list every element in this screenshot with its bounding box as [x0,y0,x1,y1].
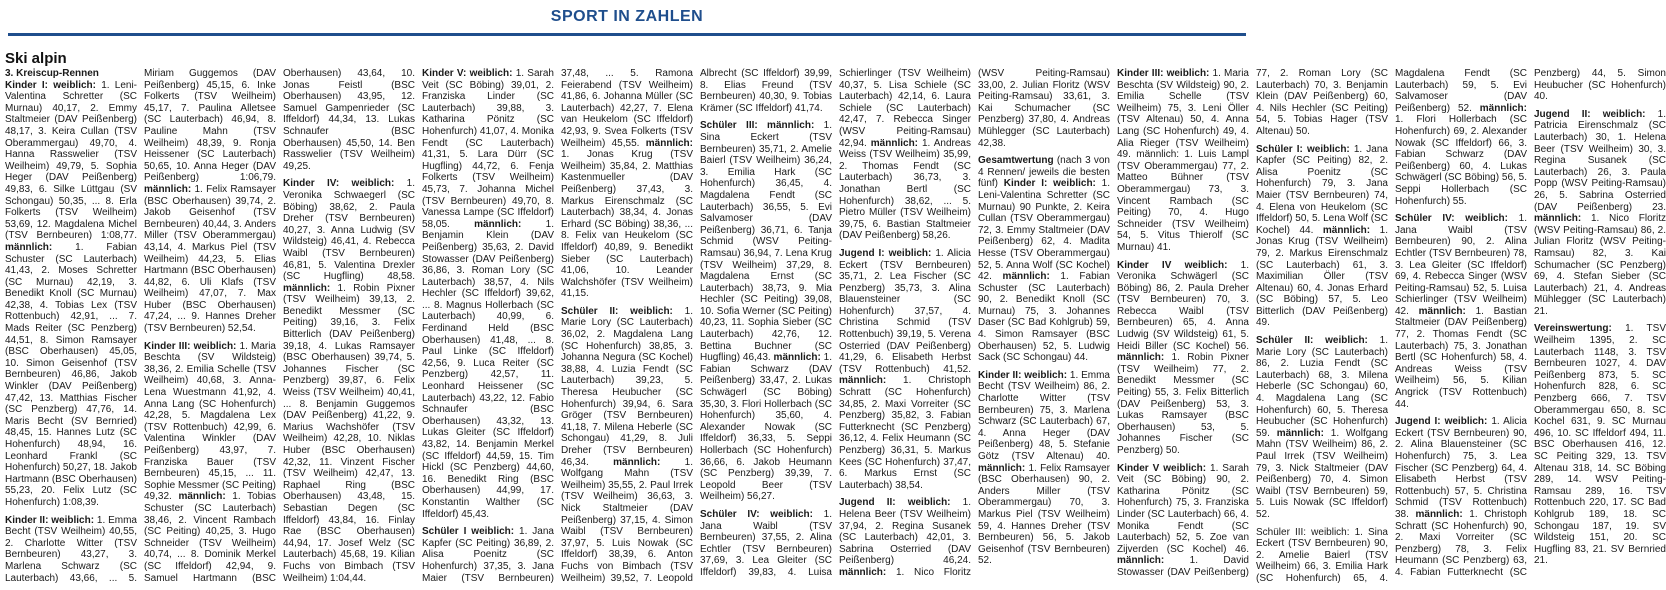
results-paragraph: 3. Kreiscup-Rennen Kinder I: weiblich: 1. Leni-Valentina Schretter (SC Murnau) 40,17, 2. Emmy Staltmeier (DAV Peißenberg) 48,17, 3. Keira Cullan (TSV Oberammergau) 49,70, 4. Hanna Rasswelier (TSV Weilheim) 49,79, 5. Sophia Heger (DAV Peißenberg) 49,83, 6. Silke Lüttgau (SV Schongau) 50,35, ... 8. Erla Folkerts (TSV Weilheim) 53,69, 12. Magdalena Michel (TSV Bernbeuren) 1:08,77. männlich: 1. Fabian Schuster (SC Lauterbach) 41,43, 2. Moses Schretter (SC Murnau) 42,19, 3. Benedikt Knoll (SC Murnau) 42,38, 4. Tobias Lex (TSV Rottenbuch) 42,91, ... 7. Mads Reiter (SC Penzberg) 44,51, 8. Simon Ramsayer (BSC Oberhausen) 45,05, 10. Simon Geisenhof (TSV Bernbeuren) 46,86, Jakob Winkler (DAV Peißenberg) 47,42, 13. Matthias Fischer (SC Penzberg) 47,76, 14. Maris Becht (SV Bernried) 48,45, 15. Hannes Lutz (SC Hohenfurch) 48,94, 16. Leonhard Frankl (SC Hohenfurch) 50,27, 18. Jakob Hartmann (BSC Oberhausen) 55,23, 20. Felix Lutz (SC Hohenfurch) 1:08,39. [5,68,137,508]
results-paragraph: Jugend I: weiblich: 1. Alicia Eckert (TSV Bernbeuren) 90, 2. Alina Blauensteiner (SC Hohenfurch) 75, 3. Lea Fischer (SC Penzberg) 64, 4. Elisabeth Herbst (TSV Rottenbuch) 57, 5. Christina Schmid (TSV Rottenbuch) 38. männlich: 1. Christoph Schratt (SC Hohenfurch) 90, 2. Maxi Vorreiter (SC Penzberg) 78, 3. Felix Heumann (SC Penzberg) 63, 4. Fabian Futterknecht (SC Penzberg) 44, 5. Simon Heubucher (SC Hohenfurch) 40. [1395,68,1666,578]
results-paragraph: Kinder V: weiblich: 1. Sarah Veit (SC Böbing) 39,01, 2. Franziska Linder (SC Lauterbach) 39,88, 3. Katharina Pönitz (SC Hohenfurch) 41,07, 4. Monika Fendt (SC Lauterbach) 41,31, 5. Lara Dürr (SC Hugfling) 44,72, 6. Fenja Folkerts (TSV Weilheim) 45,73, 7. Johanna Michel (TSV Bernbeuren) 49,70, 8. Vanessa Lampe (SC Iffeldorf) 58,05. männlich: 1. Benjamin Klein (DAV Peißenberg) 35,63, 2. David Stowasser (DAV Peißenberg) 36,86, 3. Roman Lory (SC Lauterbach) 38,57, 4. Nils Hechler (SC Iffeldorf) 39,62, ... 8. Magnus Hollerbach (SC Lauterbach) 40,99, 6. Ferdinand Held (BSC Oberhausen) 41,48, ... 8. Paul Linke (SC Iffeldorf) 42,56, 9. Luca Reiter (SC Penzberg) 42,57, 11. Leonhard Heissener (SC Lauterbach) 43,22, 12. Fabio Schnaufer (BSC Oberhausen) 43,32, 13. Lukas Gleiter (SC Iffeldorf) 43,82, 14. Benjamin Merkel (SC Iffeldorf) 44,59, 15. Tim Hickl (SC Penzberg) 44,60, 16. Benedikt Ring (BSC Oberhausen) 44,99, 17. Konstantin Walther (SC Iffeldorf) 45,43. [422,68,554,520]
results-columns [5,68,1666,586]
results-paragraph: Jugend II: weiblich: 1. Helena Beer (TSV Weilheim) 37,94, 2. Regina Susanek (SC Lauterbach) 42,01, 3. Sabrina Osterried (DAV Peißenberg) 46,24. männlich: 1. Nico Floritz (WSV Peiting-Ramsau) 33,00, 2. Julian Floritz (WSV Peiting-Ramsau) 33,61, 3. Kai Schumacher (SC Penzberg) 37,80, 4. Andreas Mühlegger (SC Lauterbach) 42,38. [839,68,1110,578]
results-paragraph: Kinder II: weiblich: 1. Emma Becht (TSV Weilheim) 86, 2. Charlotte Witter (TSV Bernbeuren) 75, 3. Marlena Schwarz (SC Lauterbach) 67, 4. Anna Heger (DAV Peißenberg) 48, 5. Stefanie Götz (TSV Altenau) 40. männlich: 1. Felix Ramsayer (BSC Oberhausen) 90, 2. Anders Miller (TSV Oberammergau) 70, 3. Markus Piel (TSV Weilheim) 59, 4. Hannes Dreher (TSV Bernbeuren) 56, 5. Jakob Geisenhof (TSV Bernbeuren) 52. [978,369,1110,567]
results-paragraph: Jugend II: weiblich: 1. Patricia Eirenschmalz (SC Lauterbach) 30, 1. Helena Beer (TSV Weilheim) 30, 3. Regina Susanek (SC Lauterbach) 26, 3. Paula Popp (WSV Peiting-Ramsau) 26, 5. Sabrina Osterried (DAV Peißenberg) 23. männlich: 1. Nico Floritz (WSV Peiting-Ramsau) 86, 2. Julian Floritz (WSV Peiting-Ramsau) 82, 3. Kai Schumacher (SC Penzberg) 69, 4. Stefan Sieber (SC Lauterbach) 21, 4. Andreas Mühlegger (SC Lauterbach) 21. [1534,108,1666,317]
results-paragraph: Kinder II: weiblich: 1. Emma Becht (TSV Weilheim) 40,55, 2. Charlotte Witter (TSV Bernbeuren) 43,27, 3. Marlena Schwarz (SC Lauterbach) 43,66, ... 5. Miriam Guggemos (DAV Peißenberg) 45,15, 6. Inke Folkerts (TSV Weilheim) 45,17, 7. Paulina Alletsee (SC Lauterbach) 46,94, 8. Pauline Mahn (TSV Weilheim) 48,39, 9. Ronja Heissener (SC Lauterbach) 50,65, 10. Anna Heger (DAV Peißenberg) 1:06,79. männlich: 1. Felix Ramsayer (BSC Oberhausen) 39,74, 2. Jakob Geisenhof (TSV Bernbeuren) 40,44, 3. Anders Miller (TSV Oberammergau) 43,14, 4. Markus Piel (TSV Weilheim) 44,23, 5. Elias Hartmann (BSC Oberhausen) 44,82, 6. Uli Klafs (TSV Weilheim) 47,07, 7. Max Huber (BSC Oberhausen) 47,24, ... 9. Hannes Dreher (TSV Bernbeuren) 52,54. [5,68,276,584]
results-paragraph: Schüler II: weiblich: 1. Marie Lory (SC Lauterbach) 36,02, 2. Magdalena Lang (SC Hohenfurch) 38,85, 3. Johanna Negura (SC Kochel) 38,88, 4. Luzia Fendt (SC Lauterbach) 39,23, 5. Theresa Heubucher (SC Hohenfurch) 39,94, 6. Sara Gröger (TSV Bernbeuren) 41,18, 7. Milena Heberle (SC Schongau) 41,29, 8. Juli Dreher (TSV Bernbeuren) 46,34. männlich: 1. Wolfgang Mahn (TSV Weilheim) 35,55, 2. Paul Irrek (TSV Weilheim) 36,63, 3. Nick Staltmeier (DAV Peißenberg) 37,15, 4. Simon Waibl (TSV Bernbeuren) 37,97, 5. Luis Nowak (SC Iffeldorf) 38,39, 6. Anton Fuchs von Bimbach (TSV Weilheim) 39,52, 7. Leopold Albrecht (SC Iffeldorf) 39,99, 8. Elias Freund (TSV Bernbeuren) 40,30, 9. Tobias Krämer (SC Iffeldorf) 41,74. [561,68,832,584]
results-paragraph: Kinder V weiblich: 1. Sarah Veit (SC Böbing) 90, 2. Katharina Pönitz (SC Hohenfurch) 75, 3. Franziska Linder (SC Lauterbach) 66, 4. Monika Fendt (SC Lauterbach) 52, 5. Zoe van Zijverden (SC Kochel) 46. männlich: 1. David Stowasser (DAV Peißenberg) 77, 2. Roman Lory (SC Lauterbach) 70, 3. Benjamin Klein (DAV Peißenberg) 60, 4. Nils Hechler (SC Peiting) 54, 5. Tobias Hager (TSV Altenau) 50. [1117,68,1388,578]
section-title: Ski alpin [5,50,67,67]
results-paragraph: Schüler III: weiblich: 1. Sina Eckert (TSV Bernbeuren) 90, 2. Amelie Baierl (TSV Weilheim) 66, 3. Emilia Hark (SC Hohenfurch) 65, 4. Magdalena Fendt (SC Lauterbach) 59, 5. Evi Salvamoser (DAV Peißenberg) 52. männlich: 1. Flori Hollerbach (SC Hohenfurch) 69, 2. Alexander Nowak (SC Iffeldorf) 66, 3. Fabian Schwarz (DAV Peißenberg) 60, 4. Lukas Schwägerl (SC Böbing) 56, 5. Seppi Hollerbach (SC Hohenfurch) 55. [1256,68,1527,584]
header-rule [8,33,1246,36]
results-paragraph: Kinder IV weiblich: 1. Veronika Schwägerl (SC Böbing) 86, 2. Paula Dreher (TSV Bernbeuren) 70, 3. Rebecca Waibl (TSV Bernbeuren) 65, 4. Anna Ludwig (SV Wildsteig) 61, 5. Heidi Biller (SC Kochel) 56. männlich: 1. Robin Pixner (TSV Weilheim) 77, 2. Benedikt Messmer (SC Peiting) 55, 3. Felix Bitterlich (DAV Peißenberg) 53, 3. Lukas Ramsayer (BSC Oberhausen) 53, 5. Johannes Fischer (SC Penzberg) 50. [1117,259,1249,456]
results-paragraph: Schüler II: weiblich: 1. Marie Lory (SC Lauterbach) 86, 2. Luzia Fendt (SC Lauterbach) 68, 3. Milena Heberle (SC Schongau) 60, 4. Magdalena Lang (SC Hohenfurch) 60, 5. Theresa Heubucher (SC Hohenfurch) 59. männlich: 1. Wolfgang Mahn (TSV Weilheim) 86, 2. Paul Irrek (TSV Weilheim) 79, 3. Nick Staltmeier (DAV Peißenberg) 70, 4. Simon Waibl (TSV Bernbeuren) 59, 5. Luis Nowak (SC Iffeldorf) 52. [1256,335,1388,520]
results-paragraph: Schüler IV: weiblich: 1. Jana Waibl (TSV Bernbeuren) 37,55, 2. Alina Echtler (TSV Bernbeuren) 37,69, 3. Lea Gleiter (SC Iffeldorf) 39,83, 4. Luisa Schierlinger (TSV Weilheim) 40,37, 5. Lisa Schiele (SC Lauterbach) 42,14, 6. Laura Schiele (SC Lauterbach) 42,47, 7. Rebecca Singer (WSV Peiting-Ramsau) 42,94. männlich: 1. Andreas Weiss (TSV Weilheim) 35,99, 2. Thomas Fendt (SC Lauterbach) 36,73, 3. Jonathan Bertl (SC Hohenfurch) 38,62, ... 5. Pietro Müller (TSV Weilheim) 39,75, 6. Bastian Staltmeier (DAV Peißenberg) 58,26. [700,68,971,578]
results-paragraph: Kinder III: weiblich: 1. Maria Beschta (SV Wildsteig) 90, 2. Emilia Schelle (TSV Weilheim) 75, 3. Leni Öller (TSV Altenau) 50, 4. Anna Lang (SC Hohenfurch) 49, 4. Alia Rieger (TSV Weilheim) 49. männlich: 1. Luis Lampl (TSV Oberammergau) 77, 2. Matteo Bühner (TSV Oberammergau) 73, 3. Vincent Rambach (SC Peiting) 70, 4. Hugo Schneider (TSV Weilheim) 54, 5. Vitus Thierolf (SC Murnau) 41. [1117,68,1249,253]
results-paragraph: Vereinswertung: 1. TSV Weilheim 1395, 2. SC Lauterbach 1148, 3. TSV Bernbeuren 1027, 4. DAV Peißenberg 873, 5. SC Hohenfurch 828, 6. SC Penzberg 666, 7. TSV Oberammergau 650, 8. SC Kochel 631, 9. SC Murnau 496, 10. SC Iffeldorf 494, 11. BSC Oberhausen 416, 12. SC Peiting 329, 13. TSV Altenau 318, 14. SC Böbing 289, 14. WSV Peiting-Ramsau 289, 16. TSV Rottenbuch 220, 17. SC Bad Kohlgrub 189, 18. SC Schongau 187, 19. SV Wildsteig 151, 20. SC Hugfling 83, 21. SV Bernried 21. [1534,323,1666,567]
results-paragraph: Schüler III: männlich: 1. Sina Eckert (TSV Bernbeuren) 35,71, 2. Amelie Baierl (TSV Weilheim) 36,24, 3. Emilia Hark (SC Hohenfurch) 36,45, 4. Magdalena Fendt (SC Lauterbach) 36,55, 5. Evi Salvamoser (DAV Peißenberg) 36,71, 6. Tanja Schmid (WSV Peiting-Ramsau) 36,94, 7. Lena Krug (TSV Weilheim) 37,29, 8. Magdalena Ernst (SC Lauterbach) 38,73, 9. Mia Hechler (SC Peiting) 39,08, 10. Sofia Werner (SC Peiting) 40,23, 11. Sophia Sieber (SC Lauterbach) 42,76, 12. Bettina Buchner (SC Hugfling) 46,43. männlich: 1. Fabian Schwarz (DAV Peißenberg) 33,47, 2. Lukas Schwägerl (SC Böbing) 35,30, 3. Flori Hollerbach (SC Hohenfurch) 35,60, 4. Alexander Nowak (SC Iffeldorf) 36,33, 5. Seppi Hollerbach (SC Hohenfurch) 36,66, 6. Jakob Heumann (SC Penzberg) 39,39, 7. Leopold Beer (TSV Weilheim) 56,27. [700,120,832,503]
results-paragraph: Jugend I: weiblich: 1. Alicia Eckert (TSV Bernbeuren) 35,71, 2. Lea Fischer (SC Penzberg) 35,73, 3. Alina Blauensteiner (SC Hohenfurch) 37,57, 4. Christina Schmid (TSV Rottenbuch) 39,19, 5. Verena Osterried (DAV Peißenberg) 41,29, 6. Elisabeth Herbst (TSV Rottenbuch) 41,52. männlich: 1. Christoph Schratt (SC Hohenfurch) 34,85, 2. Maxi Vorreiter (SC Penzberg) 35,82, 3. Fabian Futterknecht (SC Penzberg) 36,12, 4. Felix Heumann (SC Penzberg) 36,31, 5. Markus Kees (SC Hohenfurch) 37,47, 6. Markus Ernst (SC Lauterbach) 38,54. [839,247,971,491]
page-header-title: SPORT IN ZAHLEN [550,8,704,25]
results-paragraph: Schüler I weiblich: 1. Jana Kapfer (SC Peiting) 36,89, 2. Alisa Poenitz (SC Hohenfurch) 37,35, 3. Jana Maier (TSV Bernbeuren) 37,48, ... 5. Ramona Feierabend (TSV Weilheim) 41,86, 6. Johanna Müller (SC Lauterbach) 42,27, 7. Elena van Heukelom (SC Iffeldorf) 42,93, 9. Svea Folkerts (TSV Weilheim) 45,55. männlich: 1. Jonas Krug (TSV Weilheim) 35,84, 2. Matthias Kastenmueller (DAV Peißenberg) 37,43, 3. Markus Eirenschmalz (SC Lauterbach) 38,34, 4. Jonas Erhard (SC Böbing) 38,36, ... 8. Felix van Heukelom (SC Iffeldorf) 40,89, 9. Benedikt Sieber (SC Lauterbach) 41,06, 10. Leander Walchshöfer (TSV Weilheim) 41,15. [422,68,693,584]
results-paragraph: Gesamtwertung (nach 3 von 4 Rennen/ jeweils die besten fünf) Kinder I: weiblich: 1. Leni-Valentina Schretter (SC Murnau) 90 Punkte, 2. Keira Cullan (TSV Oberammergau) 72, 3. Emmy Staltmeier (DAV Peißenberg) 62, 4. Madita Hesse (TSV Oberammergau) 52, 5. Anna Wolf (SC Kochel) 42. männlich: 1. Fabian Schuster (SC Lauterbach) 90, 2. Benedikt Knoll (SC Murnau) 75, 3. Johannes Daser (SC Bad Kohlgrub) 59, 4. Simon Ramsayer (BSC Oberhausen) 52, 5. Ludwig Sack (SC Schongau) 44. [978,155,1110,364]
results-paragraph: Kinder IV: weiblich: 1. Veronika Schwaegerl (SC Böbing) 38,62, 2. Paula Dreher (TSV Bernbeuren) 40,27, 3. Anna Ludwig (SV Wildsteig) 46,41, 4. Rebecca Waibl (TSV Bernbeuren) 46,81, 5. Valentina Drexler (SC Hugfling) 48,58. männlich: 1. Robin Pixner (TSV Weilheim) 39,13, 2. Benedikt Messmer (SC Peiting) 39,16, 3. Felix Bitterlich (DAV Peißenberg) 39,18, 4. Lukas Ramsayer (BSC Oberhausen) 39,74, 5. Johannes Fischer (SC Penzberg) 39,87, 6. Felix Weiss (TSV Weilheim) 40,41, ... 8. Benjamin Guggemos (DAV Peißenberg) 41,22, 9. Marius Wachshöfer (TSV Weilheim) 42,28, 10. Niklas Huber (BSC Oberhausen) 42,32, 11. Vinzent Fischer (TSV Weilheim) 42,47, 13. Raphael Ring (BSC Oberhausen) 43,48, 15. Sebastian Degen (SC Iffeldorf) 43,84, 16. Finlay Rae (BSC Oberhausen) 44,94, 17. Josef Welz (SC Lauterbach) 45,68, 19. Kilian Fuchs von Bimbach (TSV Weilheim) 1:04,44. [283,178,415,584]
results-paragraph: Schüler IV: weiblich: 1. Jana Waibl (TSV Bernbeuren) 90, 2. Alina Echtler (TSV Bernbeuren) 78, 3. Lea Gleiter (SC Iffeldorf) 69, 4. Rebecca Singer (WSV Peiting-Ramsau) 52, 5. Luisa Schierlinger (TSV Weilheim) 42. männlich: 1. Bastian Staltmeier (DAV Peißenberg) 77, 2. Thomas Fendt (SC Lauterbach) 75, 3. Jonathan Bertl (SC Hohenfurch) 58, 4. Andreas Weiss (TSV Weilheim) 56, 5. Kilian Angrick (TSV Rottenbuch) 44. [1395,213,1527,410]
page-header [0,0,1254,34]
results-paragraph: Kinder III: weiblich: 1. Maria Beschta (SV Wildsteig) 38,36, 2. Emilia Schelle (TSV Weilheim) 40,68, 3. Anna-Lena Wuestmann 41,92, 4. Anna Lang (SC Hohenfurch) 42,28, 5. Magdalena Lex (TSV Rottenbuch) 42,99, 6. Valentina Winkler (DAV Peißenberg) 43,97, 7. Franziska Bauer (TSV Bernbeuren) 45,15, ... 11. Sophie Messmer (SC Peiting) 49,32. männlich: 1. Tobias Schuster (SC Lauterbach) 38,46, 2. Vincent Rambach (SC Peiting) 40,25, 3. Hugo Schneider (TSV Weilheim) 40,74, ... 8. Dominik Merkel (SC Iffeldorf) 42,94, 9. Samuel Hartmann (BSC Oberhausen) 43,64, 10. Jonas Feistl (BSC Oberhausen) 43,95, 12. Samuel Gampenrieder (SC Iffeldorf) 44,34, 13. Lukas Schnaufer (BSC Oberhausen) 45,50, 14. Ben Rasswelier (TSV Weilheim) 49,25. [144,68,415,584]
results-paragraph: Schüler I: weiblich: 1. Jana Kapfer (SC Peiting) 82, 2. Alisa Poenitz (SC Hohenfurch) 79, 3. Jana Maier (TSV Bernbeuren) 74, 4. Elena von Heukelom (SC Iffeldorf) 50, 5. Lena Wolf (SC Kochel) 44. männlich: 1. Jonas Krug (TSV Weilheim) 79, 2. Markus Eirenschmalz (SC Lauterbach) 61, 3. Maximilian Öller (TSV Altenau) 60, 4. Jonas Erhard (SC Böbing) 57, 5. Leo Bitterlich (DAV Peißenberg) 49. [1256,143,1388,329]
